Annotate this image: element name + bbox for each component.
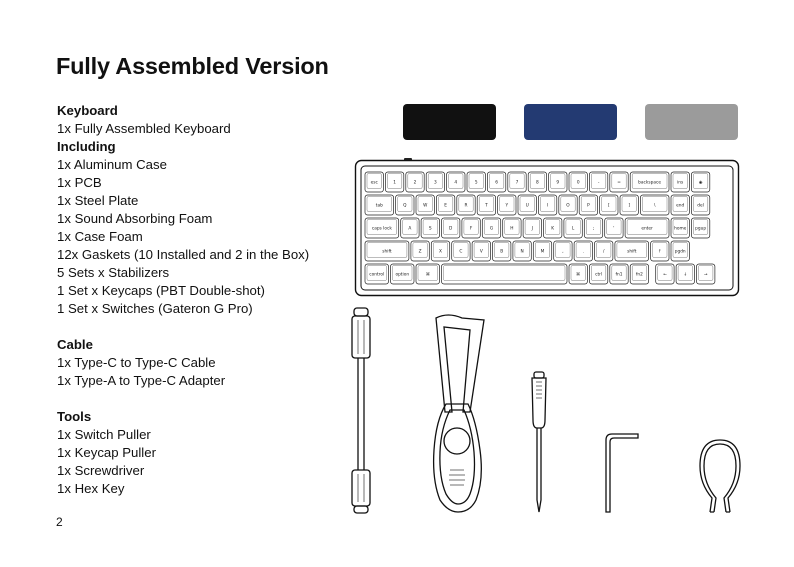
keycap-label: 3	[434, 180, 437, 186]
keycap-label: X	[439, 249, 442, 255]
keycap-label: home	[674, 226, 687, 232]
list-item: 1 Set x Switches (Gateron G Pro)	[57, 301, 253, 316]
list-item: 1x PCB	[57, 175, 102, 190]
keycap-label: 2	[413, 180, 417, 186]
keycap-label: A	[408, 226, 412, 232]
keycap-label: S	[428, 226, 432, 232]
usb-c-cable-icon	[352, 308, 370, 513]
keycap-label: caps lock	[371, 226, 392, 232]
keycap-label: O	[566, 203, 570, 209]
page-number: 2	[56, 515, 63, 529]
keycap-label: 8	[536, 180, 539, 186]
keycap-label: ⌘	[425, 272, 430, 278]
keycap-label: shift	[382, 249, 392, 255]
keycap-puller-icon	[434, 315, 484, 512]
keycap-label: H	[510, 226, 514, 232]
keycap-label: 6	[495, 180, 498, 186]
keycap-label: J	[531, 226, 533, 232]
keycap-label: ◉	[698, 180, 703, 186]
list-item: 1x Keycap Puller	[57, 445, 156, 460]
keycap-label: E	[444, 203, 447, 209]
section-heading-cable: Cable	[57, 337, 93, 352]
keycap-grid	[365, 172, 715, 284]
keycap-label: [	[607, 203, 610, 209]
keycap-label: D	[449, 226, 453, 232]
keycap-label: =	[617, 180, 621, 186]
list-item: 12x Gaskets (10 Installed and 2 in the Box)	[57, 247, 310, 262]
keyboard-illustration	[356, 158, 739, 296]
list-item: 1x Hex Key	[57, 481, 125, 496]
list-item: 1x Sound Absorbing Foam	[57, 211, 213, 226]
section-heading-tools: Tools	[57, 409, 92, 424]
keycap-label: \	[653, 203, 656, 209]
screwdriver-icon	[532, 372, 546, 512]
keycap-label: enter	[641, 226, 653, 232]
list-item: 1x Switch Puller	[57, 427, 151, 442]
keycap-label: K	[551, 226, 555, 232]
keycap-label: fn1	[615, 272, 623, 278]
keycap-label: P	[587, 203, 590, 209]
keycap-label: 1	[393, 180, 396, 186]
keycap-label: /	[602, 249, 605, 255]
keycap-label: →	[703, 272, 708, 278]
keycap-label: U	[525, 203, 529, 209]
switch-puller-icon	[700, 440, 740, 512]
keycap-label: Z	[418, 249, 422, 255]
keycap-label: '	[613, 226, 615, 232]
keycap-label: N	[520, 249, 524, 255]
keycap-label: W	[423, 203, 428, 209]
list-item: 1 Set x Keycaps (PBT Double-shot)	[57, 283, 265, 298]
list-item: 1x Case Foam	[57, 229, 143, 244]
keycap-label: del	[697, 203, 704, 209]
list-item: 1x Type-A to Type-C Adapter	[57, 373, 226, 388]
page-title: Fully Assembled Version	[56, 53, 329, 79]
list-item: 1x Screwdriver	[57, 463, 145, 478]
keycap-label: ;	[592, 226, 595, 232]
list-item: 5 Sets x Stabilizers	[57, 265, 170, 280]
section-heading-keyboard: Keyboard	[57, 103, 118, 118]
keycap-label: R	[464, 203, 468, 209]
keycap-label: pgup	[695, 226, 707, 232]
keycap-label: G	[489, 226, 494, 232]
keycap-label: control	[369, 272, 385, 278]
section-heading-including: Including	[57, 139, 116, 154]
keycap-label: ,	[562, 249, 564, 255]
keycap-label: F	[469, 226, 473, 232]
keycap	[442, 264, 568, 284]
keycap-label: ↑	[657, 249, 662, 255]
keycap-label: fn2	[635, 272, 643, 278]
list-item: 1x Fully Assembled Keyboard	[57, 121, 231, 136]
keycap-label: -	[597, 180, 600, 186]
keycap-label: ctrl	[595, 272, 603, 278]
keycap-label: 5	[474, 180, 478, 186]
list-item: 1x Aluminum Case	[57, 157, 167, 172]
keycap-label: I	[546, 203, 549, 209]
keycap-label: V	[479, 249, 483, 255]
keycap-label: T	[485, 203, 488, 209]
keycap-label: .	[582, 249, 584, 255]
keycap-label: 0	[576, 180, 580, 186]
keycap-label: esc	[370, 180, 378, 186]
keycap-label: 9	[556, 180, 560, 186]
keycap-label: shift	[627, 249, 637, 255]
keycap-label: pgdn	[674, 249, 686, 255]
keycap-label: ]	[628, 203, 631, 209]
keycap-label: ⌘	[576, 272, 581, 278]
keycap-label: 7	[515, 180, 519, 186]
keycap-label: Y	[505, 203, 509, 209]
keycap-label: C	[459, 249, 463, 255]
keycap-label: L	[571, 226, 575, 232]
keycap-label: M	[540, 249, 545, 255]
keycap-label: option	[395, 272, 410, 278]
keycap-label: ↓	[683, 272, 688, 278]
list-item: 1x Type-C to Type-C Cable	[57, 355, 216, 370]
keycap-label: Q	[403, 203, 407, 209]
hex-key-icon	[606, 434, 638, 512]
keycap-label: ins	[677, 180, 684, 186]
keycap-label: B	[500, 249, 504, 255]
keycap-label: end	[676, 203, 685, 209]
keycap-label: ←	[663, 272, 667, 278]
keycap-label: backspace	[638, 180, 662, 186]
keycap-label: tab	[375, 203, 383, 209]
keycap-label: 4	[454, 180, 458, 186]
list-item: 1x Steel Plate	[57, 193, 139, 208]
